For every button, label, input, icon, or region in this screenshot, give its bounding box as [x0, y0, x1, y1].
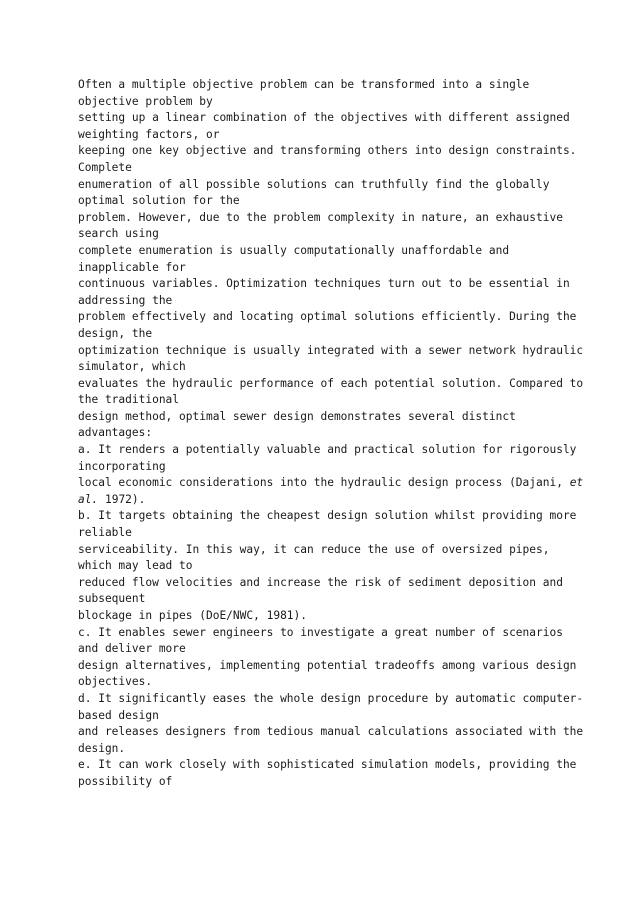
text-line: d. It significantly eases the whole design procedure by automatic computer- [78, 691, 584, 705]
text-line: problem effectively and locating optimal solutions efficiently. During the [78, 310, 577, 324]
text-line: which may lead to [78, 559, 193, 573]
text-line: reduced flow velocities and increase the risk of sediment deposition and [78, 575, 563, 589]
text-line: subsequent [78, 592, 146, 606]
text-line: Complete [78, 160, 132, 174]
text-line: search using [78, 227, 159, 241]
citation-italic-al: al. [78, 492, 99, 506]
text-line: continuous variables. Optimization techniques turn out to be essential in [78, 277, 570, 291]
body-text [78, 77, 584, 791]
text-line: enumeration of all possible solutions can truthfully find the globally [78, 177, 550, 191]
text-line: advantages: [78, 426, 153, 440]
text-line: objectives. [78, 675, 153, 689]
text-line: serviceability. In this way, it can reduce the use of oversized pipes, [78, 542, 550, 556]
text-line: design method, optimal sewer design demonstrates several distinct [78, 409, 516, 423]
text-line: weighting factors, or [78, 127, 220, 141]
text-line: design, the [78, 326, 153, 340]
citation-italic-et: et [569, 476, 584, 490]
text-line: the traditional [78, 393, 180, 407]
text-line: c. It enables sewer engineers to investigate a great number of scenarios [78, 625, 563, 639]
text-line: e. It can work closely with sophisticated simulation models, providing the [78, 758, 577, 772]
text-line: complete enumeration is usually computationally unaffordable and [78, 243, 510, 257]
citation-text: local economic considerations into the hydraulic design process (Dajani, [78, 476, 570, 490]
text-line: setting up a linear combination of the objectives with different assigned [78, 111, 570, 125]
text-line: keeping one key objective and transforming others into design constraints. [78, 144, 577, 158]
text-line: objective problem by [78, 94, 213, 108]
text-line: problem. However, due to the problem complexity in nature, an exhaustive [78, 210, 563, 224]
text-line: and releases designers from tedious manual calculations associated with the [78, 725, 584, 739]
text-line: optimization technique is usually integrated with a sewer network hydraulic [78, 343, 584, 357]
text-line: based design [78, 708, 159, 722]
text-line: reliable [78, 526, 132, 540]
text-line: simulator, which [78, 360, 186, 374]
text-line: addressing the [78, 293, 173, 307]
text-line-citation [78, 475, 584, 492]
text-line: Often a multiple objective problem can be transformed into a single [78, 78, 530, 91]
text-line: b. It targets obtaining the cheapest design solution whilst providing more [78, 509, 577, 523]
text-line-citation [78, 492, 578, 509]
text-line: a. It renders a potentially valuable and practical solution for rigorously [78, 443, 577, 457]
text-line: possibility of [78, 774, 173, 788]
text-line: incorporating [78, 459, 166, 473]
text-line: and deliver more [78, 642, 186, 656]
text-line: blockage in pipes (DoE/NWC, 1981). [78, 609, 308, 622]
text-line: design. [78, 741, 126, 755]
text-line: evaluates the hydraulic performance of each potential solution. Compared to [78, 376, 584, 390]
text-line: optimal solution for the [78, 194, 240, 208]
text-line: design alternatives, implementing potential tradeoffs among various design [78, 658, 577, 672]
text-line: inapplicable for [78, 260, 186, 274]
citation-year: 1972). [104, 492, 146, 506]
